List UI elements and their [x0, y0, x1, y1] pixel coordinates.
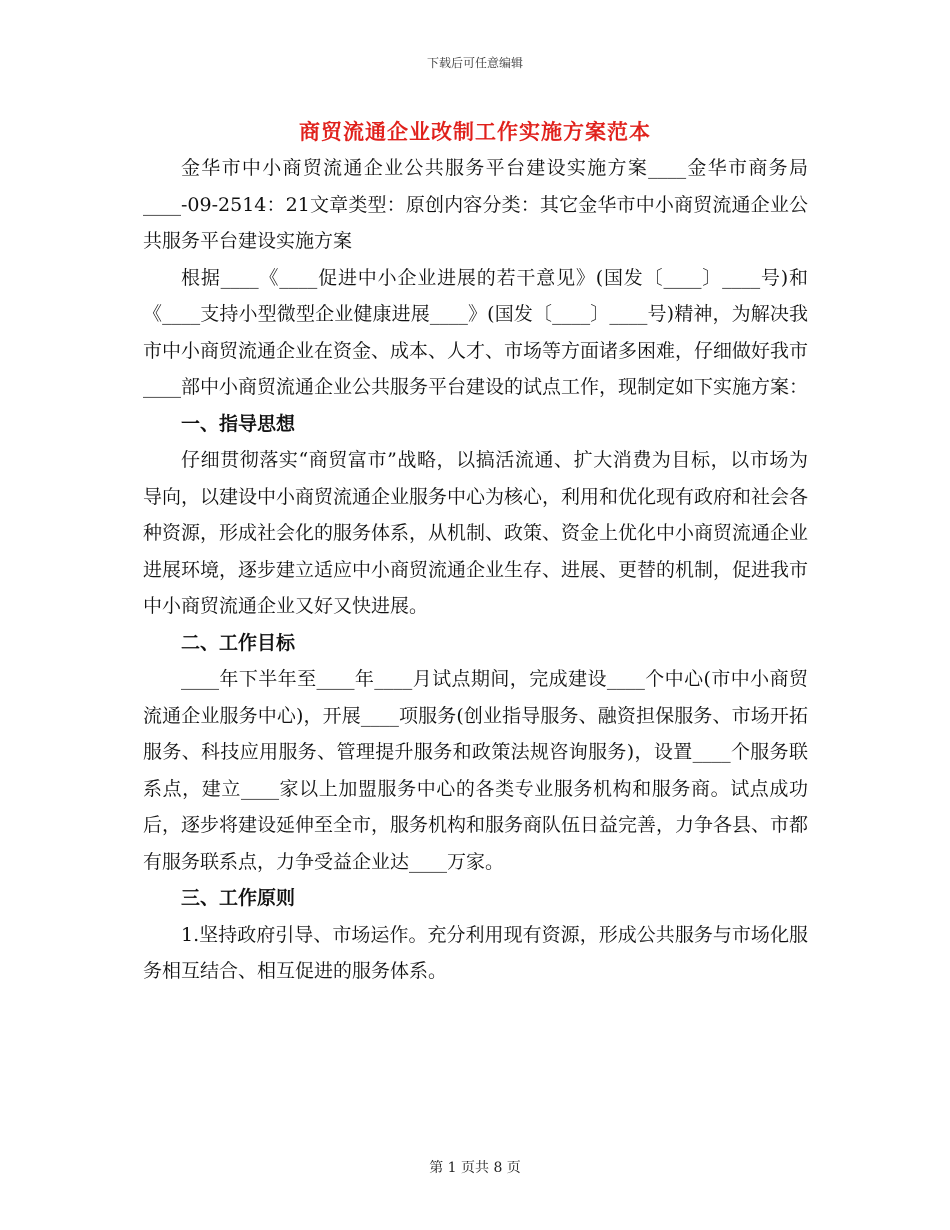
intro-paragraph-2: 根据____《____促进中小企业进展的若干意见》(国发〔____〕____号)和《____支持小型微型企业健康进展____》(国发〔____〕____号)精神，为解决我市中小商贸流通企业在资金、成本、人才、市场等方面诸多困难，仔细做好我市____部中小商贸流通企业公共服务平台建设的试点工作，现制定如下实施方案： — [143, 266, 809, 398]
section-body-guiding-ideology: 仔细贯彻落实“商贸富市”战略，以搞活流通、扩大消费为目标，以市场为导向，以建设中小商贸流通企业服务中心为核心，利用和优化现有政府和社会各种资源，形成社会化的服务体系，从机制、政策、资金上优化中小商贸流通企业进展环境，逐步建立适应中小商贸流通企业生存、进展、更替的机制，促进我市中小商贸流通企业又好又快进展。 — [143, 449, 809, 617]
principle-item-1: 1.坚持政府引导、市场运作。充分利用现有资源，形成公共服务与市场化服务相互结合、相互促进的服务体系。 — [143, 923, 808, 982]
intro-paragraph-1: 金华市中小商贸流通企业公共服务平台建设实施方案____金华市商务局____-09-2514：21文章类型：原创内容分类：其它金华市中小商贸流通企业公共服务平台建设实施方案 — [143, 157, 808, 252]
section-body-work-goals: ____年下半年至____年____月试点期间，完成建设____个中心(市中小商贸流通企业服务中心)，开展____项服务(创业指导服务、融资担保服务、市场开拓服务、科技应用服务、管理提升服务和政策法规咨询服务)，设置____个服务联系点，建立____家以上加盟服务中心的各类专业服务机构和服务商。试点成功后，逐步将建设延伸至全市，服务机构和服务商队伍日益完善，力争各县、市都有服务联系点，力争受益企业达____万家。 — [143, 668, 809, 873]
document-title: 商贸流通企业改制工作实施方案范本 — [299, 119, 651, 144]
page-number-footer: 第 1 页共 8 页 — [429, 1160, 521, 1176]
section-heading-guiding-ideology: 一、指导思想 — [181, 412, 296, 435]
document-body — [143, 150, 808, 990]
section-heading-work-principles: 三、工作原则 — [181, 887, 296, 909]
page-header-note: 下载后可任意编辑 — [426, 56, 523, 70]
section-heading-work-goals: 二、工作目标 — [181, 631, 296, 654]
